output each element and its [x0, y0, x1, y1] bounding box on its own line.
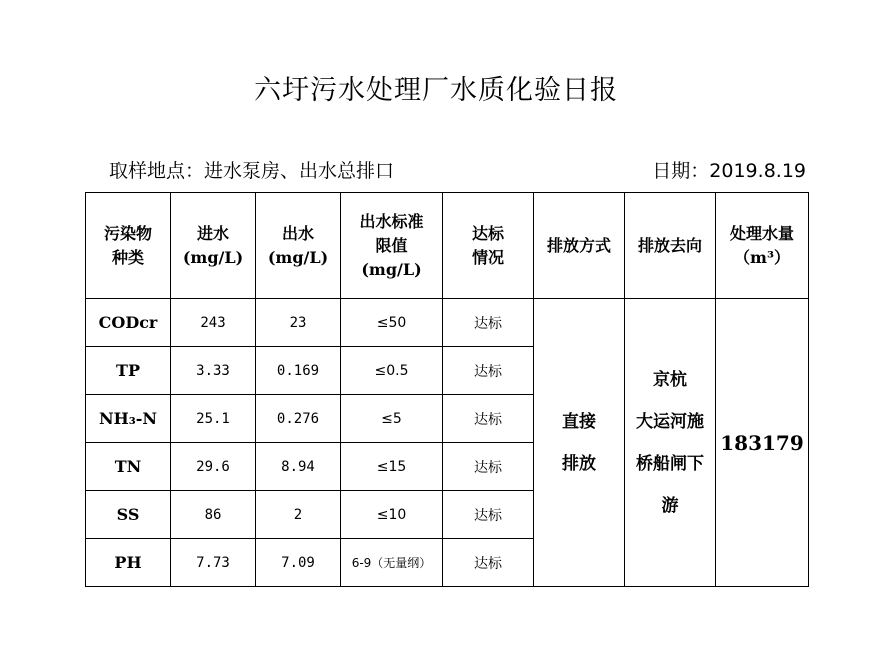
effluent-cell: 7.09 [256, 539, 341, 587]
status-cell: 达标 [443, 347, 534, 395]
pollutant-cell: SS [86, 491, 171, 539]
header-influent-line2: (mg/L) [182, 247, 244, 267]
status-cell: 达标 [443, 539, 534, 587]
status-cell: 达标 [443, 299, 534, 347]
limit-cell: ≤50 [341, 299, 443, 347]
header-discharge-destination: 排放去向 [625, 193, 716, 299]
table-row [86, 299, 809, 347]
influent-cell: 7.73 [171, 539, 256, 587]
influent-cell: 25.1 [171, 395, 256, 443]
limit-cell: 6-9（无量纲） [341, 539, 443, 587]
header-pollutant-type-line2: 种类 [111, 247, 144, 267]
discharge-destination-line2: 大运河施 [636, 411, 704, 432]
header-influent-line1: 进水 [196, 223, 229, 243]
status-cell: 达标 [443, 443, 534, 491]
discharge-method-cell [534, 299, 625, 587]
header-compliance-line1: 达标 [471, 223, 504, 243]
header-effluent-line1: 出水 [281, 223, 314, 243]
sampling-location: 取样地点：进水泵房、出水总排口 [109, 160, 395, 182]
discharge-destination-line3: 桥船闸下 [636, 453, 704, 474]
status-cell: 达标 [443, 395, 534, 443]
header-discharge-method: 排放方式 [534, 193, 625, 299]
effluent-cell: 0.276 [256, 395, 341, 443]
pollutant-cell: TN [86, 443, 171, 491]
header-effluent-limit [341, 193, 443, 299]
discharge-destination-line1: 京杭 [653, 369, 687, 390]
header-compliance [443, 193, 534, 299]
influent-cell: 86 [171, 491, 256, 539]
pollutant-cell: PH [86, 539, 171, 587]
header-compliance-line2: 情况 [471, 247, 504, 267]
influent-cell: 3.33 [171, 347, 256, 395]
effluent-cell: 23 [256, 299, 341, 347]
header-influent [171, 193, 256, 299]
influent-cell: 29.6 [171, 443, 256, 491]
limit-cell: ≤0.5 [341, 347, 443, 395]
header-treatment-volume-line2: （m³） [734, 247, 790, 267]
header-effluent [256, 193, 341, 299]
limit-cell: ≤15 [341, 443, 443, 491]
pollutant-cell: NH₃-N [86, 395, 171, 443]
pollutant-cell: CODcr [86, 299, 171, 347]
discharge-destination-line4: 游 [661, 495, 679, 516]
page-title: 六圩污水处理厂水质化验日报 [254, 75, 618, 106]
limit-cell: ≤10 [341, 491, 443, 539]
header-effluent-limit-line1: 出水标准 [359, 211, 424, 231]
header-pollutant-type [86, 193, 171, 299]
pollutant-cell: TP [86, 347, 171, 395]
influent-cell: 243 [171, 299, 256, 347]
limit-cell: ≤5 [341, 395, 443, 443]
header-pollutant-type-line1: 污染物 [103, 223, 152, 243]
header-effluent-limit-line2: 限值 [375, 235, 408, 255]
treatment-volume-cell: 183179 [716, 299, 809, 587]
effluent-cell: 2 [256, 491, 341, 539]
report-date: 日期：2019.8.19 [652, 160, 806, 182]
table-header-row [86, 193, 809, 299]
header-effluent-limit-line3: (mg/L) [361, 259, 422, 279]
effluent-cell: 8.94 [256, 443, 341, 491]
discharge-method-line2: 排放 [562, 453, 596, 474]
water-quality-table [85, 192, 809, 587]
effluent-cell: 0.169 [256, 347, 341, 395]
status-cell: 达标 [443, 491, 534, 539]
discharge-destination-cell [625, 299, 716, 587]
header-treatment-volume-line1: 处理水量 [729, 223, 794, 243]
header-treatment-volume [716, 193, 809, 299]
header-effluent-line2: (mg/L) [267, 247, 329, 267]
discharge-method-line1: 直接 [562, 411, 596, 432]
